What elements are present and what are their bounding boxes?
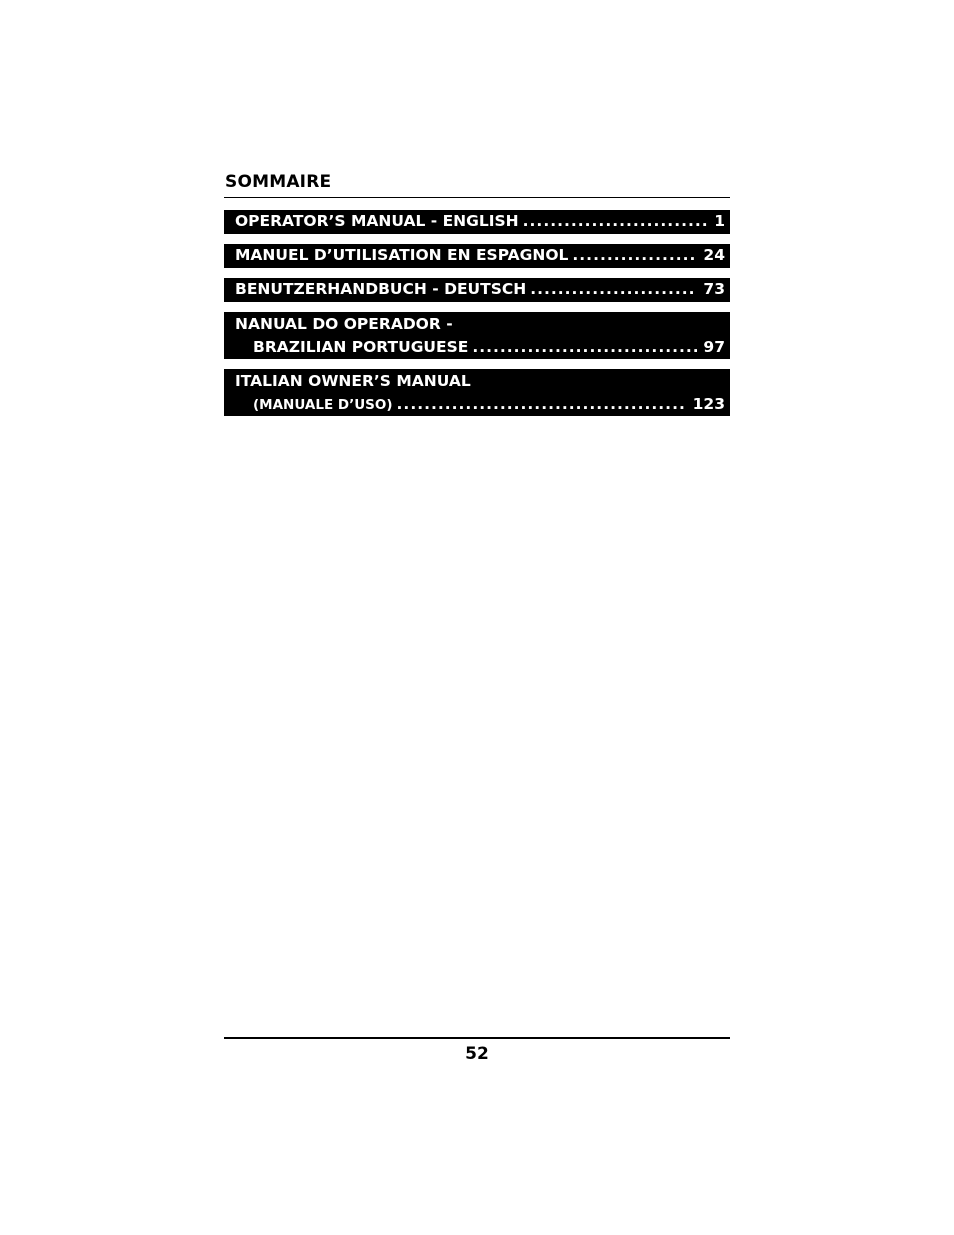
toc-entry-page: 1 <box>714 212 725 230</box>
toc-entry-portuguese[interactable] <box>224 312 730 359</box>
table-of-contents <box>224 210 730 426</box>
toc-heading: SOMMAIRE <box>225 172 332 192</box>
dot-leader <box>523 210 709 233</box>
toc-entry-italian[interactable] <box>224 369 730 416</box>
toc-entry-line <box>235 336 725 359</box>
toc-entry-title: ITALIAN OWNER’S MANUAL <box>235 372 471 390</box>
toc-entry-title: BENUTZERHANDBUCH - DEUTSCH <box>235 280 527 298</box>
toc-entry-line <box>235 393 725 416</box>
top-rule <box>224 197 730 198</box>
bottom-rule <box>224 1037 730 1039</box>
toc-entry-espagnol[interactable] <box>224 244 730 268</box>
dot-leader <box>397 393 687 416</box>
dot-leader <box>572 244 697 267</box>
page-number: 52 <box>465 1044 489 1064</box>
toc-entry-title: MANUEL D’UTILISATION EN ESPAGNOL <box>235 246 569 264</box>
toc-entry-subtitle: (MANUALE D’USO) <box>253 397 393 413</box>
toc-entry-line <box>235 210 725 233</box>
toc-entry-title: OPERATOR’S MANUAL - ENGLISH <box>235 212 519 230</box>
toc-entry-title: NANUAL DO OPERADOR - <box>235 315 453 333</box>
toc-entry-subtitle: BRAZILIAN PORTUGUESE <box>253 338 469 356</box>
toc-entry-page: 123 <box>692 395 725 413</box>
toc-entry-page: 97 <box>703 338 725 356</box>
toc-entry-line <box>235 244 725 267</box>
toc-entry-page: 73 <box>703 280 725 298</box>
toc-entry-line <box>235 370 725 393</box>
toc-entry-line <box>235 278 725 301</box>
toc-entry-page: 24 <box>703 246 725 264</box>
toc-entry-english[interactable] <box>224 210 730 234</box>
dot-leader <box>472 336 697 359</box>
toc-entry-deutsch[interactable] <box>224 278 730 302</box>
dot-leader <box>530 278 697 301</box>
toc-entry-line <box>235 313 725 336</box>
